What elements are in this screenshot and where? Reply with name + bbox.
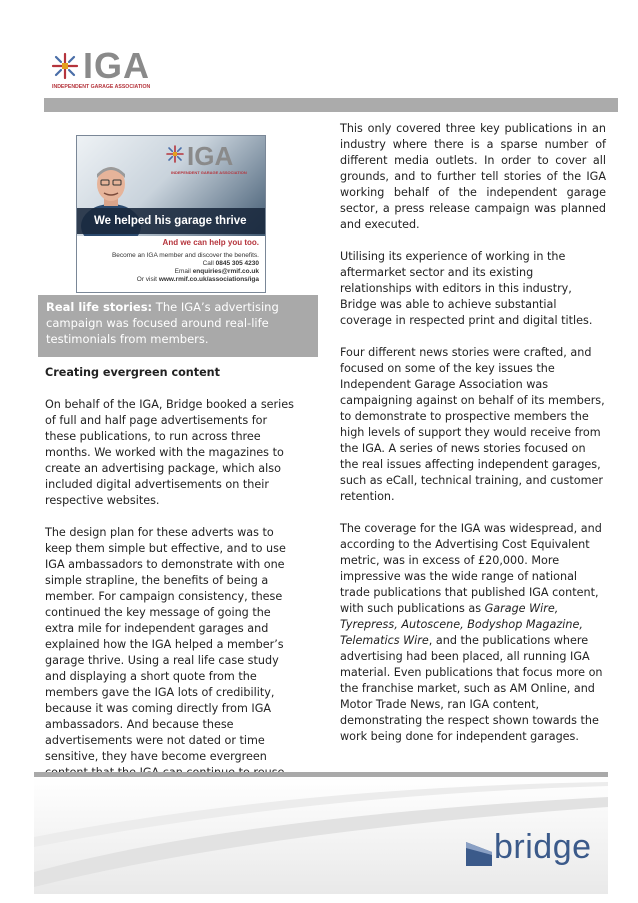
advert-logo-subtitle: INDEPENDENT GARAGE ASSOCIATION bbox=[171, 170, 247, 175]
right-paragraph-1: This only covered three key publications in an industry where there is a sparse number of different media outlets. In order to cover all grounds, and to further tell stories of the IGA working behalf of the independent garage sector, a press release campaign was planned and executed. bbox=[340, 122, 606, 231]
advert-headline: We helped his garage thrive bbox=[77, 208, 266, 234]
iga-logo-text: IGA bbox=[83, 45, 151, 86]
right-column bbox=[340, 121, 606, 761]
right-paragraph-4-start: The coverage for the IGA was widespread, and according to the Advertising Cost Equivalent metric, was in excess of £20,000. More impressive was the wide range of national trade publications that published IGA content, with such publications as bbox=[340, 522, 602, 615]
iga-logo-subtitle: INDEPENDENT GARAGE ASSOCIATION bbox=[52, 84, 151, 90]
bridge-mark-icon bbox=[466, 842, 492, 866]
left-paragraph-1: On behalf of the IGA, Bridge booked a series of full and half page advertisements for these publications, to run across three months. We worked with the magazines to create an advertising package, which also included digital advertisements on their respective websites. bbox=[45, 398, 294, 507]
advert-iga-cross-icon bbox=[165, 144, 185, 164]
advert-image bbox=[76, 135, 266, 293]
image-caption bbox=[38, 295, 318, 357]
advert-call-label: Call bbox=[202, 260, 214, 267]
advert-call bbox=[81, 260, 259, 267]
iga-cross-icon bbox=[50, 51, 80, 81]
publication-list: Garage Wire, Tyrepress, Autoscene, Bodyshop Magazine, Telematics Wire bbox=[340, 602, 583, 647]
left-column bbox=[45, 365, 297, 813]
advert-url: www.rmif.co.uk/associations/iga bbox=[158, 276, 259, 283]
advert-email-address: enquiries@rmif.co.uk bbox=[192, 268, 259, 275]
bridge-logo-text: bridge bbox=[494, 828, 592, 866]
advert-tagline: And we can help you too. bbox=[162, 238, 259, 247]
caption-text: The IGA’s advertising campaign was focused around real-life testimonials from members. bbox=[46, 300, 279, 346]
right-paragraph-4 bbox=[340, 521, 606, 745]
section-heading: Creating evergreen content bbox=[45, 366, 220, 379]
left-paragraph-2: The design plan for these adverts was to keep them simple but effective, and to use IGA ambassadors to demonstrate with one simple strapline, the benefits of being a member. For campaign consistency, these continued the key message of going the extra mile for independent garages and explained how the IGA helped a member’s garage thrive. Using a real life case study and displaying a short quote from the members gave the IGA lots of credibility, because it was coming directly from IGA ambassadors. And because these advertisements were not dated or time sensitive, they have become evergreen bbox=[45, 526, 286, 763]
advert-iga-logo bbox=[165, 141, 247, 175]
caption-lead: Real life stories: bbox=[46, 300, 153, 314]
advert-email-label: Email bbox=[174, 268, 191, 275]
right-paragraph-4-end: , and the publications where advertising had been placed, all running IGA material. Even publications that focus more on the franchise market, such as AM Online, and Motor Trade News, ran IGA content, demonstrating the respect shown towards the work being done for independent garages. bbox=[340, 634, 603, 743]
advert-logo-text: IGA bbox=[187, 141, 234, 171]
advert-visit-label: Or visit bbox=[136, 276, 157, 283]
right-paragraph-3: Four different news stories were crafted, and focused on some of the key issues the Independent Garage Association was campaigning against on behalf of its members, to demonstrate to prospective members the high levels of support they would receive from the IGA. A series of news stories focused on the real issues affecting independent garages, such as eCall, technical training, and customer retention. bbox=[340, 346, 605, 503]
advert-visit bbox=[81, 276, 259, 283]
advert-line1: Become an IGA member and discover the benefits. bbox=[111, 252, 259, 259]
header-bar bbox=[44, 98, 618, 112]
iga-logo bbox=[50, 45, 165, 96]
advert-email bbox=[81, 268, 259, 275]
advert-call-number: 0845 305 4230 bbox=[215, 260, 259, 267]
right-paragraph-2: Utilising its experience of working in the aftermarket sector and its existing relationships with editors in this industry, Bridge was able to achieve substantial coverage in respected print and digital titles. bbox=[340, 250, 593, 327]
